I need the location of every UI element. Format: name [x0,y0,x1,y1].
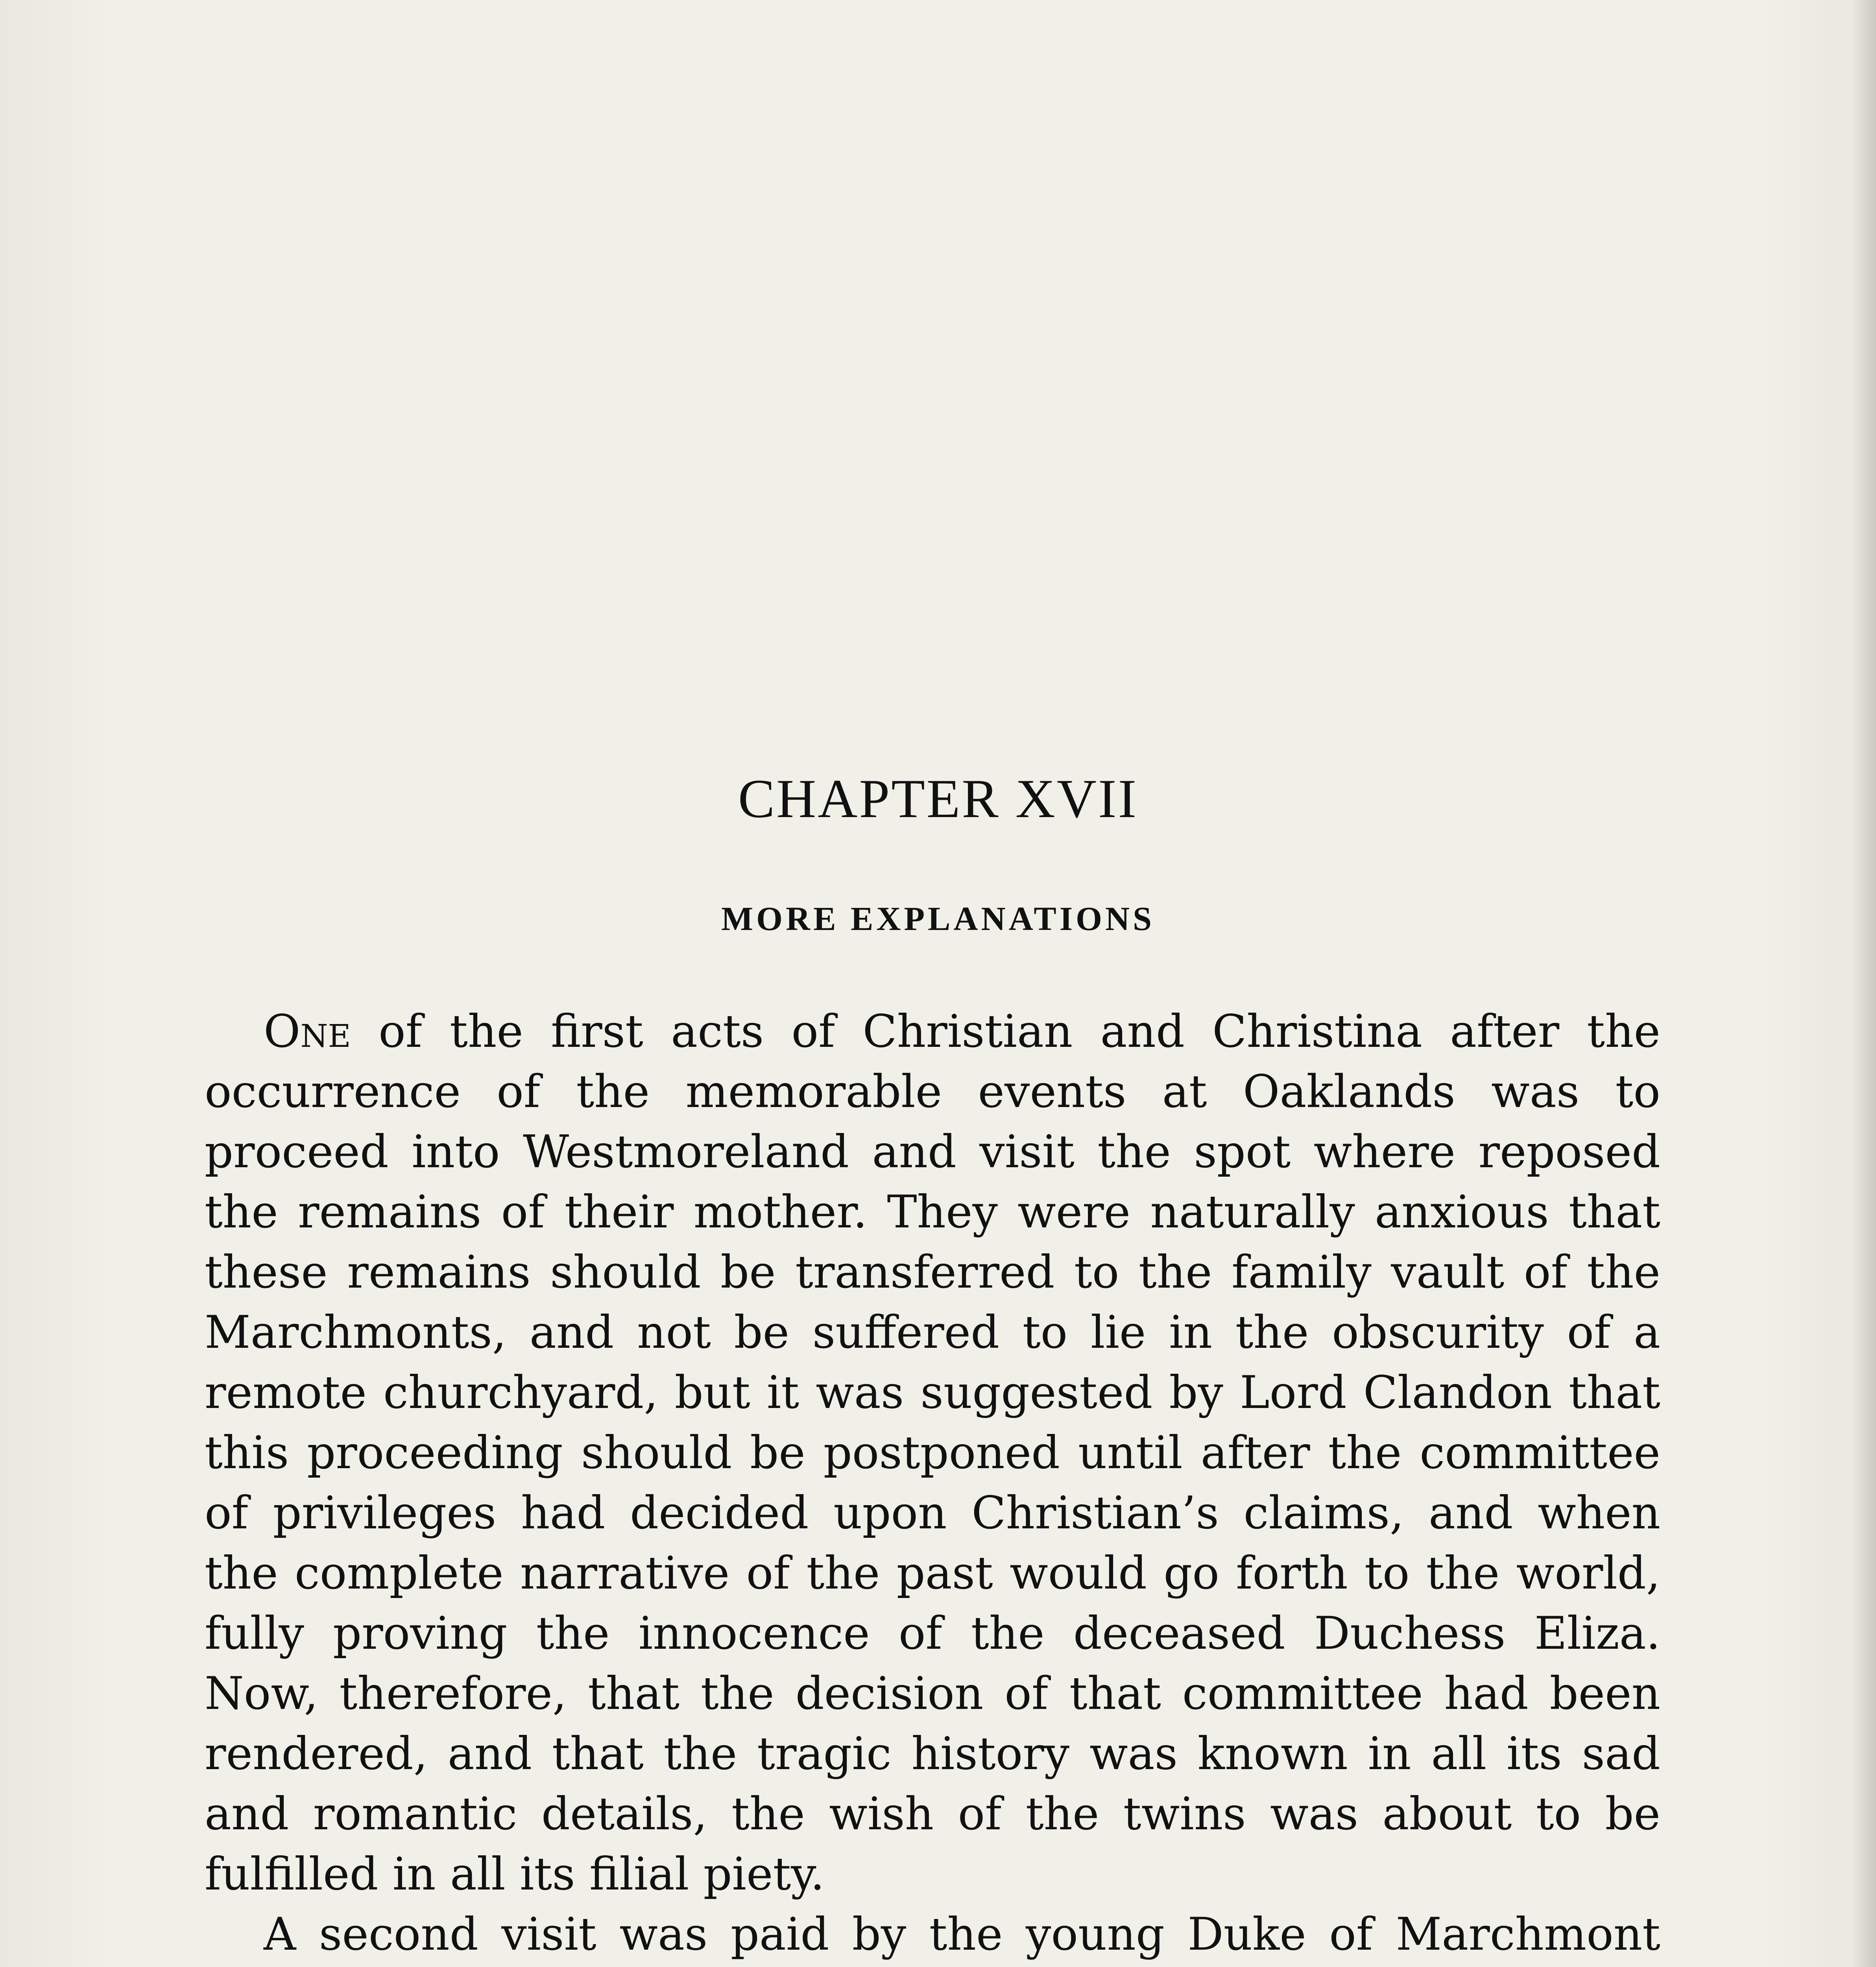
chapter-title: CHAPTER XVII [738,768,1138,829]
paragraph-2: A second visit was paid by the young Duke of Marchmont [264,1908,1660,1960]
page-edge-shadow [1852,0,1876,1967]
paragraph-1-first-word: One [264,1005,351,1057]
chapter-subtitle: MORE EXPLANATIONS [721,900,1155,937]
chapter-body [205,1001,1660,1967]
paragraph-1-text: of the first acts of Christian and Christina after the occurrence of the memorable events at Oaklands was to proceed into Westmoreland and visit the spot where reposed the remains of their mother. They were naturally anxious that these remains should be transferred to the family vault of the Marchmonts, and not be suffered to lie in the obscurity of a remote churchyard, but it was suggested by Lord Clandon that this proceeding should be postponed until after the committee of privileges had decided upon Christian’s claims, and when the complete narrative of the past would go forth to the world, fully proving the innocence of the deceased Duchess Eliza. Now, therefore, that the decision of that committee had been rendered, and that the tragic history was known in all its sad and romantic details, the wish of the twins was about to be fulfilled in all its filial piety. [205,1005,1660,1900]
paragraph-1 [205,1001,1660,1904]
